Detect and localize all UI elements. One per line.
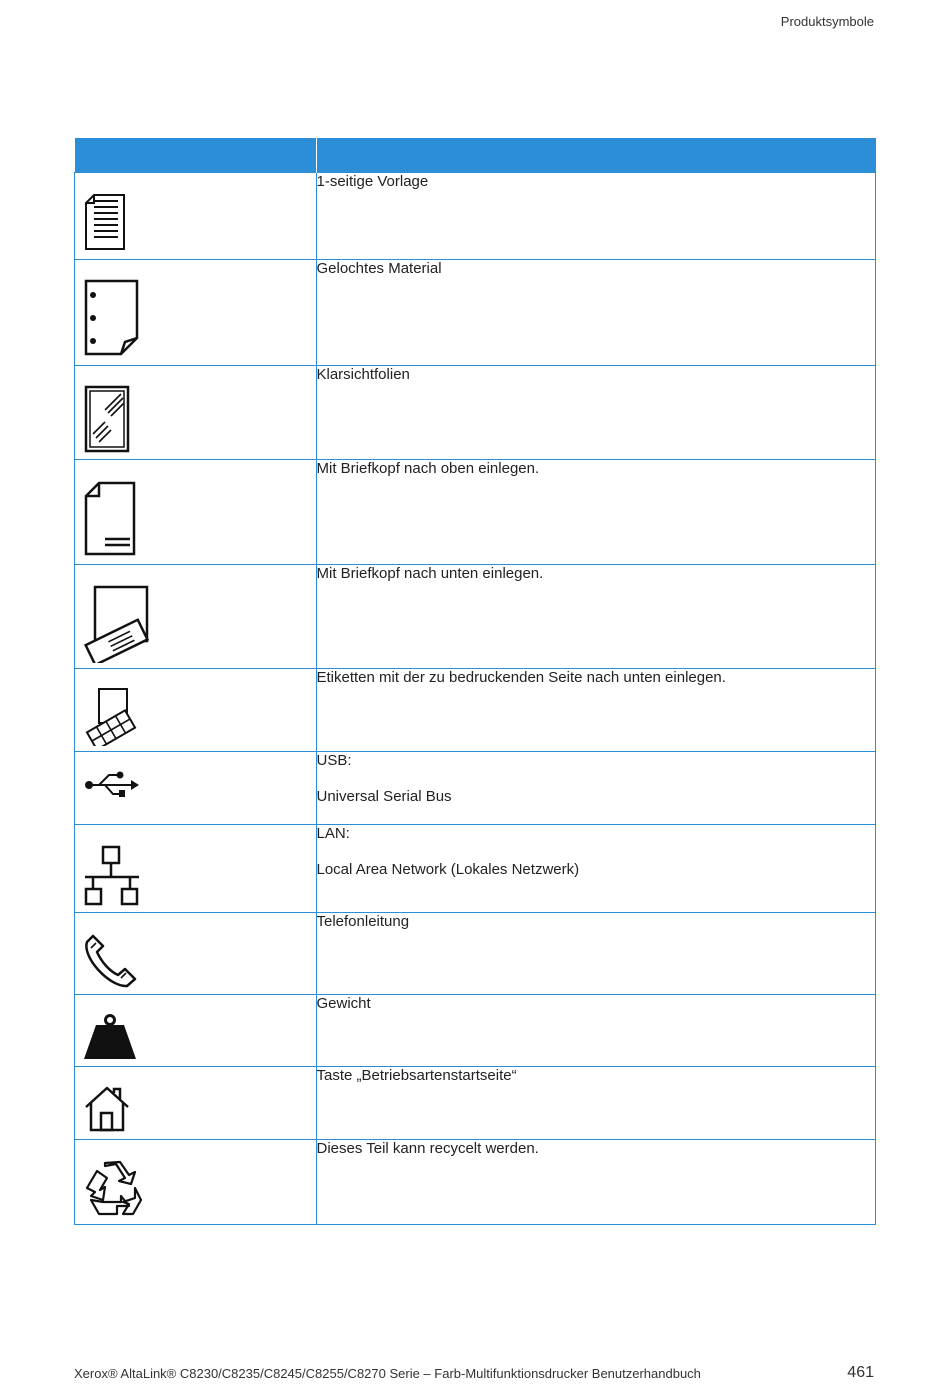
icon-cell [75, 1140, 317, 1225]
table-row [75, 1067, 876, 1140]
transparency-icon [83, 384, 133, 454]
icon-cell [75, 669, 317, 752]
icon-cell [75, 913, 317, 995]
row-text: Gewicht [316, 995, 371, 1012]
document-one-sided-icon [83, 191, 133, 253]
row-text: Local Area Network (Lokales Netzwerk) [316, 861, 580, 878]
icon-cell [75, 825, 317, 913]
labels-face-down-icon [83, 686, 139, 746]
icon-cell [75, 460, 317, 565]
table-row [75, 1140, 876, 1225]
table-header-cell-symbol [75, 138, 317, 173]
description-cell [316, 752, 876, 825]
icon-cell [75, 565, 317, 669]
row-text: Telefonleitung [316, 913, 410, 930]
table-row [75, 669, 876, 752]
description-cell [316, 1067, 876, 1140]
icon-cell [75, 173, 317, 260]
weight-icon [83, 1013, 137, 1061]
table-row [75, 460, 876, 565]
icon-cell [75, 752, 317, 825]
table-header-cell-description [316, 138, 876, 173]
row-text: USB: [316, 752, 352, 769]
description-cell [316, 995, 876, 1067]
description-cell [316, 1140, 876, 1225]
table-row [75, 260, 876, 366]
table-header-row [75, 138, 876, 173]
icon-cell [75, 260, 317, 366]
table-row [75, 565, 876, 669]
description-cell [316, 669, 876, 752]
telephone-icon [83, 933, 139, 989]
running-header: Produktsymbole [780, 14, 874, 29]
row-text: Klarsichtfolien [316, 366, 410, 383]
row-text: Taste „Betriebsartenstartseite“ [316, 1067, 517, 1084]
letterhead-face-up-icon [83, 480, 139, 558]
row-text: Mit Briefkopf nach unten einlegen. [316, 565, 544, 582]
punched-paper-icon [83, 278, 143, 358]
row-text: LAN: [316, 825, 350, 842]
row-text: Universal Serial Bus [316, 788, 452, 805]
row-text: Mit Briefkopf nach oben einlegen. [316, 460, 540, 477]
row-text: Dieses Teil kann recycelt werden. [316, 1140, 539, 1157]
table-row [75, 173, 876, 260]
description-cell [316, 913, 876, 995]
description-cell [316, 260, 876, 366]
description-cell [316, 366, 876, 460]
description-cell [316, 565, 876, 669]
table-row [75, 825, 876, 913]
recycle-icon [83, 1160, 143, 1218]
row-text: Gelochtes Material [316, 260, 442, 277]
lan-network-icon [83, 845, 141, 907]
home-icon [83, 1085, 133, 1133]
table-row [75, 995, 876, 1067]
footer-text: Xerox® AltaLink® C8230/C8235/C8245/C8255/C8270 Serie – Farb-Multifunktionsdrucker Benutzerhandbuch [74, 1366, 701, 1381]
row-text: 1-seitige Vorlage [316, 173, 429, 190]
letterhead-face-down-icon [83, 583, 153, 663]
table-row [75, 913, 876, 995]
icon-cell [75, 366, 317, 460]
table-row [75, 366, 876, 460]
product-symbols-table [74, 138, 876, 1225]
icon-cell [75, 995, 317, 1067]
description-cell [316, 173, 876, 260]
description-cell [316, 825, 876, 913]
table-row [75, 752, 876, 825]
description-cell [316, 460, 876, 565]
icon-cell [75, 1067, 317, 1140]
page-number: 461 [847, 1364, 874, 1381]
row-text: Etiketten mit der zu bedruckenden Seite nach unten einlegen. [316, 669, 726, 686]
usb-icon [83, 770, 143, 800]
